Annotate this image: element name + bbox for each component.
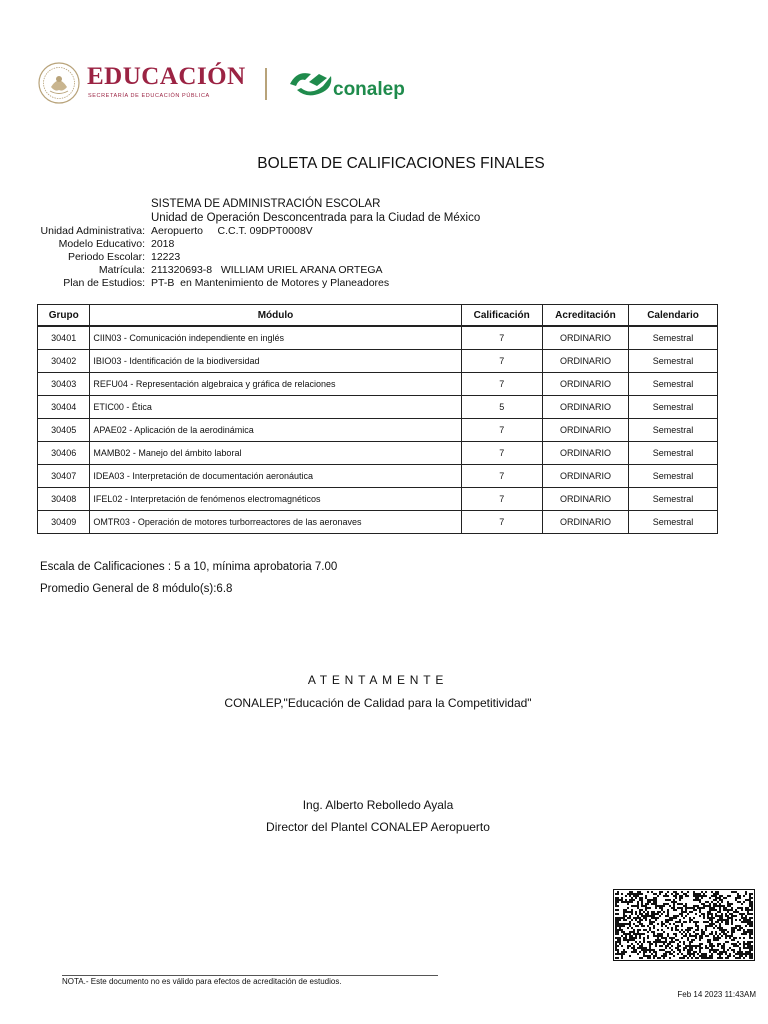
- cell-calendario: Semestral: [629, 419, 718, 442]
- header-calificacion: Calificación: [461, 305, 542, 327]
- cell-calificacion: 7: [461, 488, 542, 511]
- cell-calendario: Semestral: [629, 373, 718, 396]
- cell-acreditacion: ORDINARIO: [542, 419, 628, 442]
- cell-acreditacion: ORDINARIO: [542, 396, 628, 419]
- footer-note: NOTA.- Este documento no es válido para efectos de acreditación de estudios.: [62, 977, 342, 986]
- footer-divider: [62, 975, 438, 976]
- info-value: 211320693-8 WILLIAM URIEL ARANA ORTEGA: [151, 264, 383, 276]
- cell-calificacion: 7: [461, 419, 542, 442]
- cell-modulo: IBIO03 - Identificación de la biodiversidad: [90, 350, 461, 373]
- cell-calificacion: 7: [461, 442, 542, 465]
- info-value: Aeropuerto C.C.T. 09DPT0008V: [151, 225, 313, 237]
- cell-grupo: 30402: [38, 350, 90, 373]
- cell-modulo: ETIC00 - Ética: [90, 396, 461, 419]
- document-title: BOLETA DE CALIFICACIONES FINALES: [257, 155, 545, 172]
- table-row: [38, 465, 718, 488]
- table-row: [38, 442, 718, 465]
- info-value: PT-B en Mantenimiento de Motores y Planeadores: [151, 277, 390, 289]
- cell-calendario: Semestral: [629, 488, 718, 511]
- cell-grupo: 30408: [38, 488, 90, 511]
- cell-grupo: 30405: [38, 419, 90, 442]
- table-row: [38, 326, 718, 350]
- cell-grupo: 30407: [38, 465, 90, 488]
- table-row: [38, 373, 718, 396]
- info-label: Unidad Administrativa:: [40, 225, 145, 237]
- info-label: Modelo Educativo:: [58, 238, 145, 250]
- cell-grupo: 30401: [38, 326, 90, 350]
- cell-modulo: OMTR03 - Operación de motores turborreactores de las aeronaves: [90, 511, 461, 534]
- table-row: [38, 488, 718, 511]
- grading-scale: Escala de Calificaciones : 5 a 10, mínima aprobatoria 7.00: [40, 561, 338, 573]
- grades-table: [37, 304, 718, 534]
- info-value: 12223: [151, 251, 181, 263]
- table-row: [38, 419, 718, 442]
- cell-grupo: 30404: [38, 396, 90, 419]
- cell-acreditacion: ORDINARIO: [542, 373, 628, 396]
- cell-acreditacion: ORDINARIO: [542, 350, 628, 373]
- info-row: [0, 277, 768, 290]
- sep-wordmark: EDUCACIÓN: [87, 63, 246, 90]
- header-calendario: Calendario: [629, 305, 718, 327]
- header-divider: [265, 68, 267, 100]
- cell-acreditacion: ORDINARIO: [542, 465, 628, 488]
- info-label: Plan de Estudios:: [63, 277, 145, 289]
- info-label: Matrícula:: [98, 264, 145, 276]
- sep-subtitle: SECRETARÍA DE EDUCACIÓN PÚBLICA: [88, 93, 210, 99]
- info-label: Periodo Escolar:: [67, 251, 145, 263]
- cell-modulo: APAE02 - Aplicación de la aerodinámica: [90, 419, 461, 442]
- cell-calificacion: 7: [461, 465, 542, 488]
- closing-motto: CONALEP,"Educación de Calidad para la Competitividad": [224, 696, 532, 710]
- closing-atentamente: ATENTAMENTE: [307, 673, 449, 687]
- table-header-row: [38, 305, 718, 327]
- cell-calendario: Semestral: [629, 511, 718, 534]
- cell-grupo: 30403: [38, 373, 90, 396]
- info-row: [0, 225, 768, 238]
- cell-modulo: IDEA03 - Interpretación de documentación aeronáutica: [90, 465, 461, 488]
- cell-acreditacion: ORDINARIO: [542, 488, 628, 511]
- conalep-wordmark: conalep: [333, 79, 405, 100]
- cell-calificacion: 7: [461, 373, 542, 396]
- cell-modulo: MAMB02 - Manejo del ámbito laboral: [90, 442, 461, 465]
- signer-position: Director del Plantel CONALEP Aeropuerto: [266, 820, 490, 834]
- cell-calificacion: 7: [461, 511, 542, 534]
- signer-name: Ing. Alberto Rebolledo Ayala: [302, 798, 454, 812]
- header-grupo: Grupo: [38, 305, 90, 327]
- cell-grupo: 30409: [38, 511, 90, 534]
- general-average: Promedio General de 8 módulo(s):6.8: [40, 583, 233, 595]
- qr-code-icon: [613, 889, 755, 961]
- cell-grupo: 30406: [38, 442, 90, 465]
- table-row: [38, 511, 718, 534]
- print-timestamp: Feb 14 2023 11:43AM: [677, 990, 756, 999]
- header-modulo: Módulo: [90, 305, 461, 327]
- cell-calificacion: 5: [461, 396, 542, 419]
- table-row: [38, 350, 718, 373]
- cell-acreditacion: ORDINARIO: [542, 442, 628, 465]
- info-row: [0, 264, 768, 277]
- cell-calificacion: 7: [461, 350, 542, 373]
- cell-modulo: IFEL02 - Interpretación de fenómenos electromagnéticos: [90, 488, 461, 511]
- unit-name: Unidad de Operación Desconcentrada para la Ciudad de México: [151, 212, 481, 224]
- system-name: SISTEMA DE ADMINISTRACIÓN ESCOLAR: [151, 198, 381, 210]
- cell-acreditacion: ORDINARIO: [542, 326, 628, 350]
- cell-calendario: Semestral: [629, 350, 718, 373]
- cell-calendario: Semestral: [629, 326, 718, 350]
- cell-calendario: Semestral: [629, 442, 718, 465]
- info-value: 2018: [151, 238, 175, 250]
- cell-calendario: Semestral: [629, 465, 718, 488]
- conalep-logo-icon: [287, 66, 337, 96]
- cell-calendario: Semestral: [629, 396, 718, 419]
- cell-calificacion: 7: [461, 326, 542, 350]
- info-row: [0, 238, 768, 251]
- cell-modulo: REFU04 - Representación algebraica y gráfica de relaciones: [90, 373, 461, 396]
- info-row: [0, 251, 768, 264]
- seal-icon: [38, 62, 80, 104]
- header-acreditacion: Acreditación: [542, 305, 628, 327]
- table-row: [38, 396, 718, 419]
- cell-acreditacion: ORDINARIO: [542, 511, 628, 534]
- cell-modulo: CIIN03 - Comunicación independiente en inglés: [90, 326, 461, 350]
